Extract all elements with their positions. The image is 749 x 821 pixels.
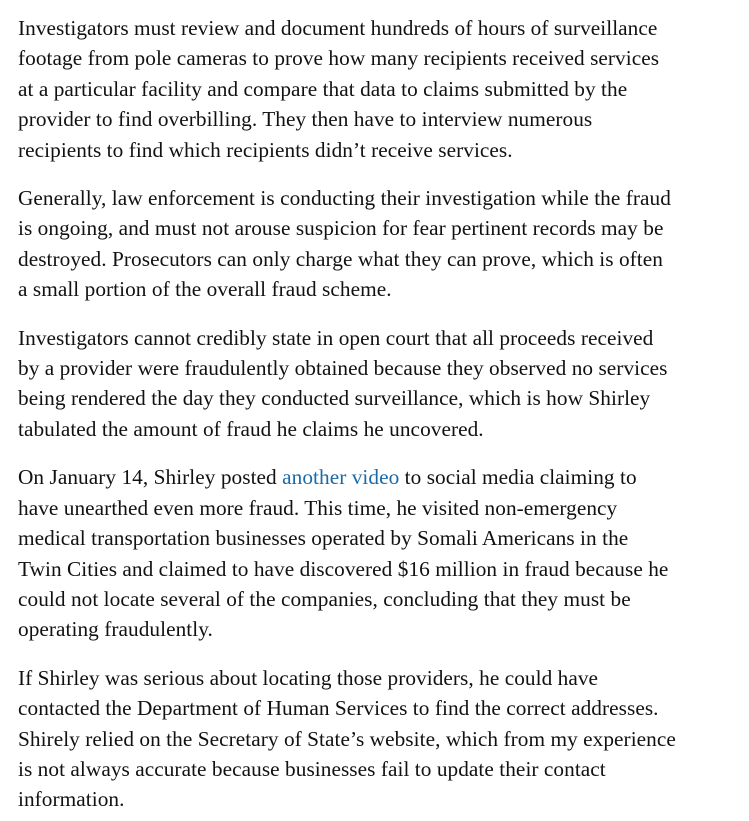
text-line: by a provider were fraudulently obtained because they observed no services <box>18 356 668 381</box>
text-line: destroyed. Prosecutors can only charge what they can prove, which is often <box>18 246 663 271</box>
paragraph-3 <box>18 323 731 445</box>
text-line: information. <box>18 787 125 812</box>
text-line: is ongoing, and must not arouse suspicion for fear pertinent records may be <box>18 216 664 241</box>
text-line: Investigators must review and document hundreds of hours of surveillance <box>18 16 658 40</box>
text-line: recipients to find which recipients didn’t receive services. <box>18 137 513 162</box>
text-line: Twin Cities and claimed to have discovered $16 million in fraud because he <box>18 556 669 581</box>
paragraph-5 <box>18 663 731 815</box>
text-line: Generally, law enforcement is conducting their investigation while the fraud <box>18 186 671 211</box>
text-segment: to social media claiming to <box>399 465 637 490</box>
text-line: could not locate several of the companies, concluding that they must be <box>18 586 631 611</box>
paragraph-2 <box>18 183 731 305</box>
text-line: a small portion of the overall fraud scheme. <box>18 277 392 302</box>
text-line: being rendered the day they conducted surveillance, which is how Shirley <box>18 386 651 411</box>
text-line: If Shirley was serious about locating those providers, he could have <box>18 665 599 690</box>
another-video-link[interactable]: another video <box>282 465 400 490</box>
text-line: is not always accurate because businesses fail to update their contact <box>18 756 606 781</box>
text-line: Investigators cannot credibly state in open court that all proceeds received <box>18 325 654 350</box>
text-line: footage from pole cameras to prove how many recipients received services <box>18 46 660 71</box>
text-line: contacted the Department of Human Services to find the correct addresses. <box>18 696 659 721</box>
paragraph-1 <box>18 13 731 165</box>
text-line-with-link <box>18 462 731 492</box>
text-line: Shirely relied on the Secretary of State’s website, which from my experience <box>18 726 676 751</box>
text-line: provider to find overbilling. They then have to interview numerous <box>18 107 593 132</box>
text-line: operating fraudulently. <box>18 617 213 642</box>
text-segment: On January 14, Shirley posted <box>18 465 283 490</box>
text-line: at a particular facility and compare that data to claims submitted by the <box>18 76 628 101</box>
text-line: have unearthed even more fraud. This time, he visited non-emergency <box>18 495 618 520</box>
paragraph-4 <box>18 462 731 644</box>
text-line: medical transportation businesses operated by Somali Americans in the <box>18 526 629 551</box>
text-line: tabulated the amount of fraud he claims he uncovered. <box>18 416 484 441</box>
